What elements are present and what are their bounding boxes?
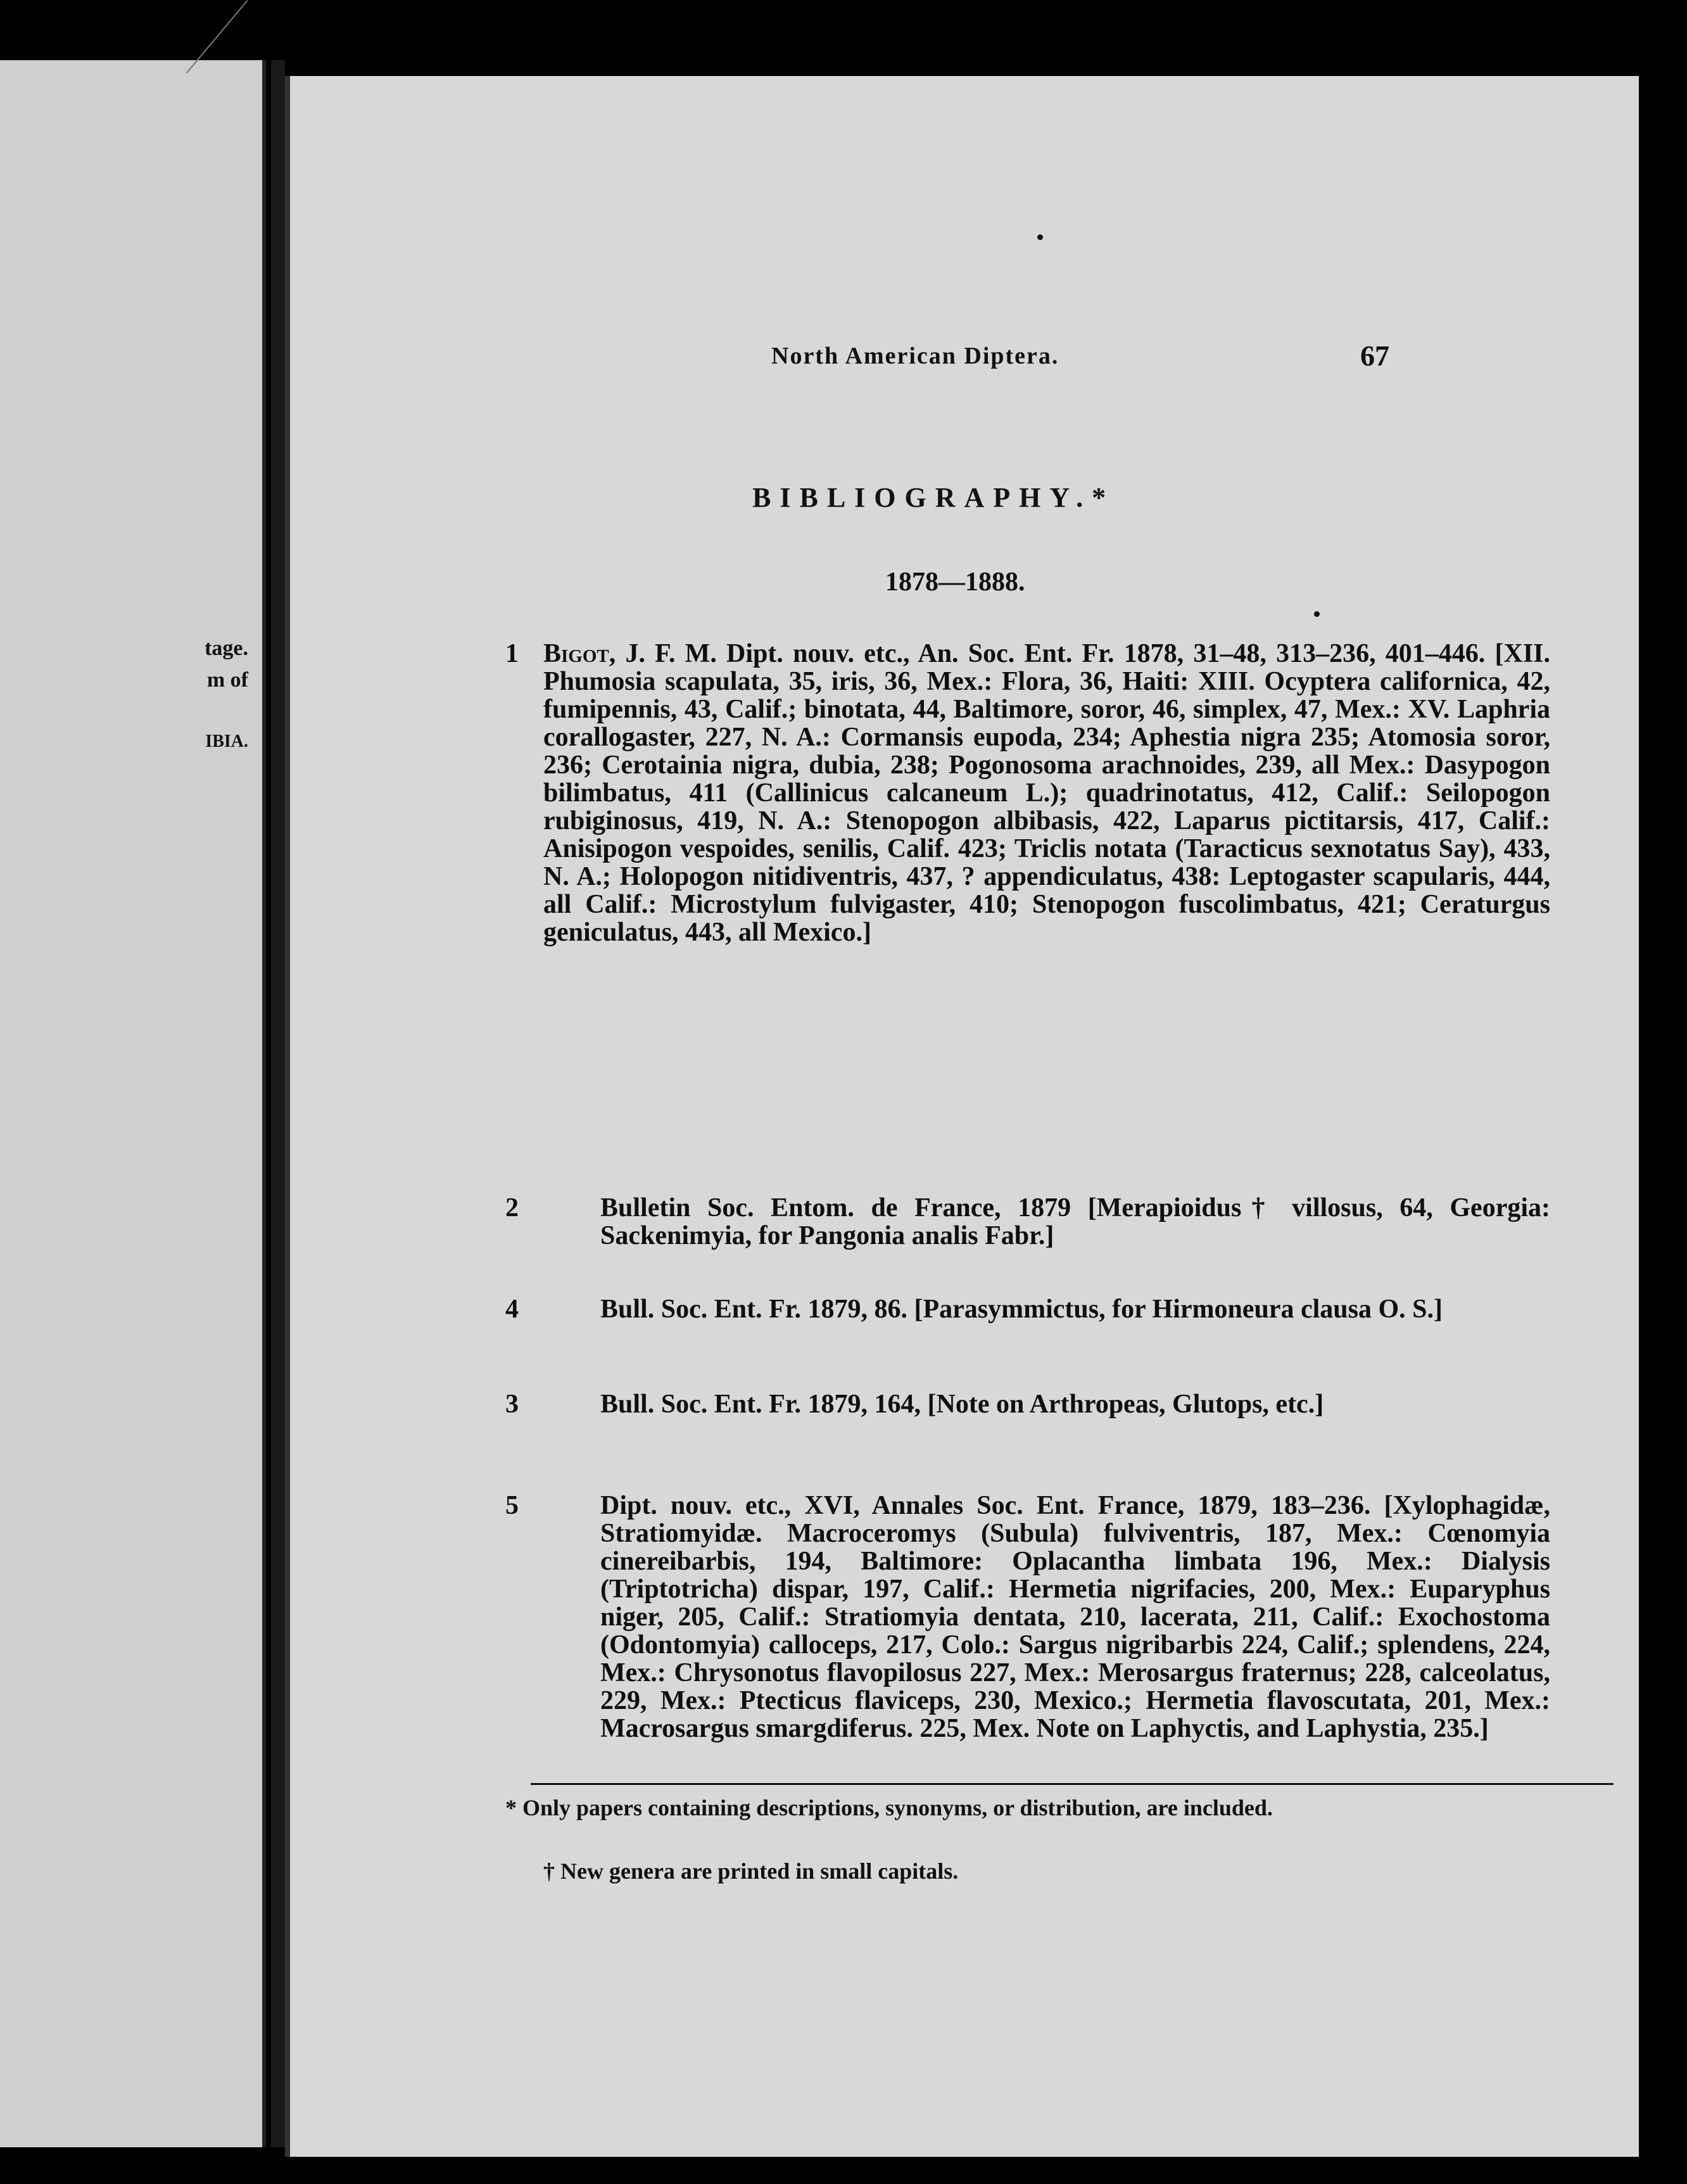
entry-number: 5 (505, 1491, 519, 1520)
entry-text (543, 640, 1550, 946)
entry-number: 2 (505, 1193, 519, 1222)
left-fragment: tage. (205, 637, 248, 660)
entry-body: Bull. Soc. Ent. Fr. 1879, 164, [Note on Arthropeas, Glutops, etc.] (600, 1390, 1324, 1419)
footnote-rule (531, 1783, 1614, 1785)
page-gutter (271, 60, 285, 2147)
bib-entry (505, 1194, 1550, 1257)
bib-entry (505, 1295, 1550, 1359)
entry-number: 1 (505, 639, 519, 668)
bib-entry (505, 640, 1550, 1184)
entry-number: 3 (505, 1390, 519, 1419)
entry-number: 4 (505, 1295, 519, 1324)
entry-body: Dipt. nouv. etc., XVI, Annales Soc. Ent. France, 1879, 183–236. [Xylophagidæ, Stratiomyidæ. Macroceromys (Subula) fulviventris, 187, Mex.: Cœnomyia cinereibarbis, 194, Baltimore: Oplacantha limbata 196, Mex.: Dialysis (Triptotricha) dispar, 197, Calif.: Hermetia nigrifacies, 200, Mex.: Euparyphus niger, 205, Calif.: Stratiomyia dentata, 210, lacerata, 211, Calif.: Exochostoma (Odontomyia) calloceps, 217, Colo.: Sargus nigribarbis 224, Calif.; splendens, 224, Mex.: Chrysonotus flavopilosus 227, Mex.: Merosargus fraternus; 228, calceolatus, 229, Mex.: Ptecticus flaviceps, 230, Mexico.; Hermetia flavoscutata, 201, Mex.: Macrosargus smargdiferus. 225, Mex. Note on Laphyctis, and Laphystia, 235.] (600, 1491, 1550, 1743)
right-page (285, 76, 1639, 2157)
year-range: 1878—1888. (885, 568, 1025, 597)
entry-author: Bigot, J. F. M. (543, 639, 717, 668)
running-title: North American Diptera. (771, 343, 1059, 369)
left-fragment: m of (206, 668, 248, 692)
left-fragment: IBIA. (205, 732, 248, 751)
section-title: BIBLIOGRAPHY.* (752, 482, 1115, 513)
left-page (0, 60, 266, 2147)
bib-entry (505, 1492, 1550, 1770)
entry-body: Bull. Soc. Ent. Fr. 1879, 86. [Parasymmictus, for Hirmoneura clausa O. S.] (600, 1295, 1443, 1324)
speck (1037, 234, 1043, 240)
page-number: 67 (1360, 340, 1389, 372)
bib-entry (505, 1390, 1550, 1454)
footnote: * Only papers containing descriptions, synonyms, or distribution, are included. (505, 1795, 1273, 1820)
entry-body: Bulletin Soc. Entom. de France, 1879 [Merapioidus† villosus, 64, Georgia: Sackenimyia, for Pangonia analis Fabr.] (600, 1193, 1550, 1250)
speck (1314, 611, 1320, 617)
footnote: † New genera are printed in small capitals. (543, 1858, 959, 1884)
entry-body: Dipt. nouv. etc., An. Soc. Ent. Fr. 1878, 31–48, 313–236, 401–446. [XII. Phumosia scapulata, 35, iris, 36, Mex.: Flora, 36, Haiti: XIII. Ocyptera californica, 42, fumipennis, 43, Calif.; binotata, 44, Baltimore, soror, 46, simplex, 47, Mex.: XV. Laphria corallogaster, 227, N. A.: Cormansis eupoda, 234; Aphestia nigra 235; Atomosia soror, 236; Cerotainia nigra, dubia, 238; Pogonosoma arachnoides, 239, all Mex.: Dasypogon bilimbatus, 411 (Callinicus calcaneum L.); quadrinotatus, 412, Calif.: Seilopogon rubiginosus, 419, N. A.: Stenopogon albibasis, 422, Laparus pictitarsis, 417, Calif.: Anisipogon vespoides, senilis, Calif. 423; Triclis notata (Taracticus sexnotatus Say), 433, N. A.; Holopogon nitidiventris, 437, ? appendiculatus, 438: Leptogaster scapularis, 444, all Calif.: Microstylum fulvigaster, 410; Stenopogon fuscolimbatus, 421; Ceraturgus geniculatus, 443, all Mexico.] (543, 639, 1551, 947)
